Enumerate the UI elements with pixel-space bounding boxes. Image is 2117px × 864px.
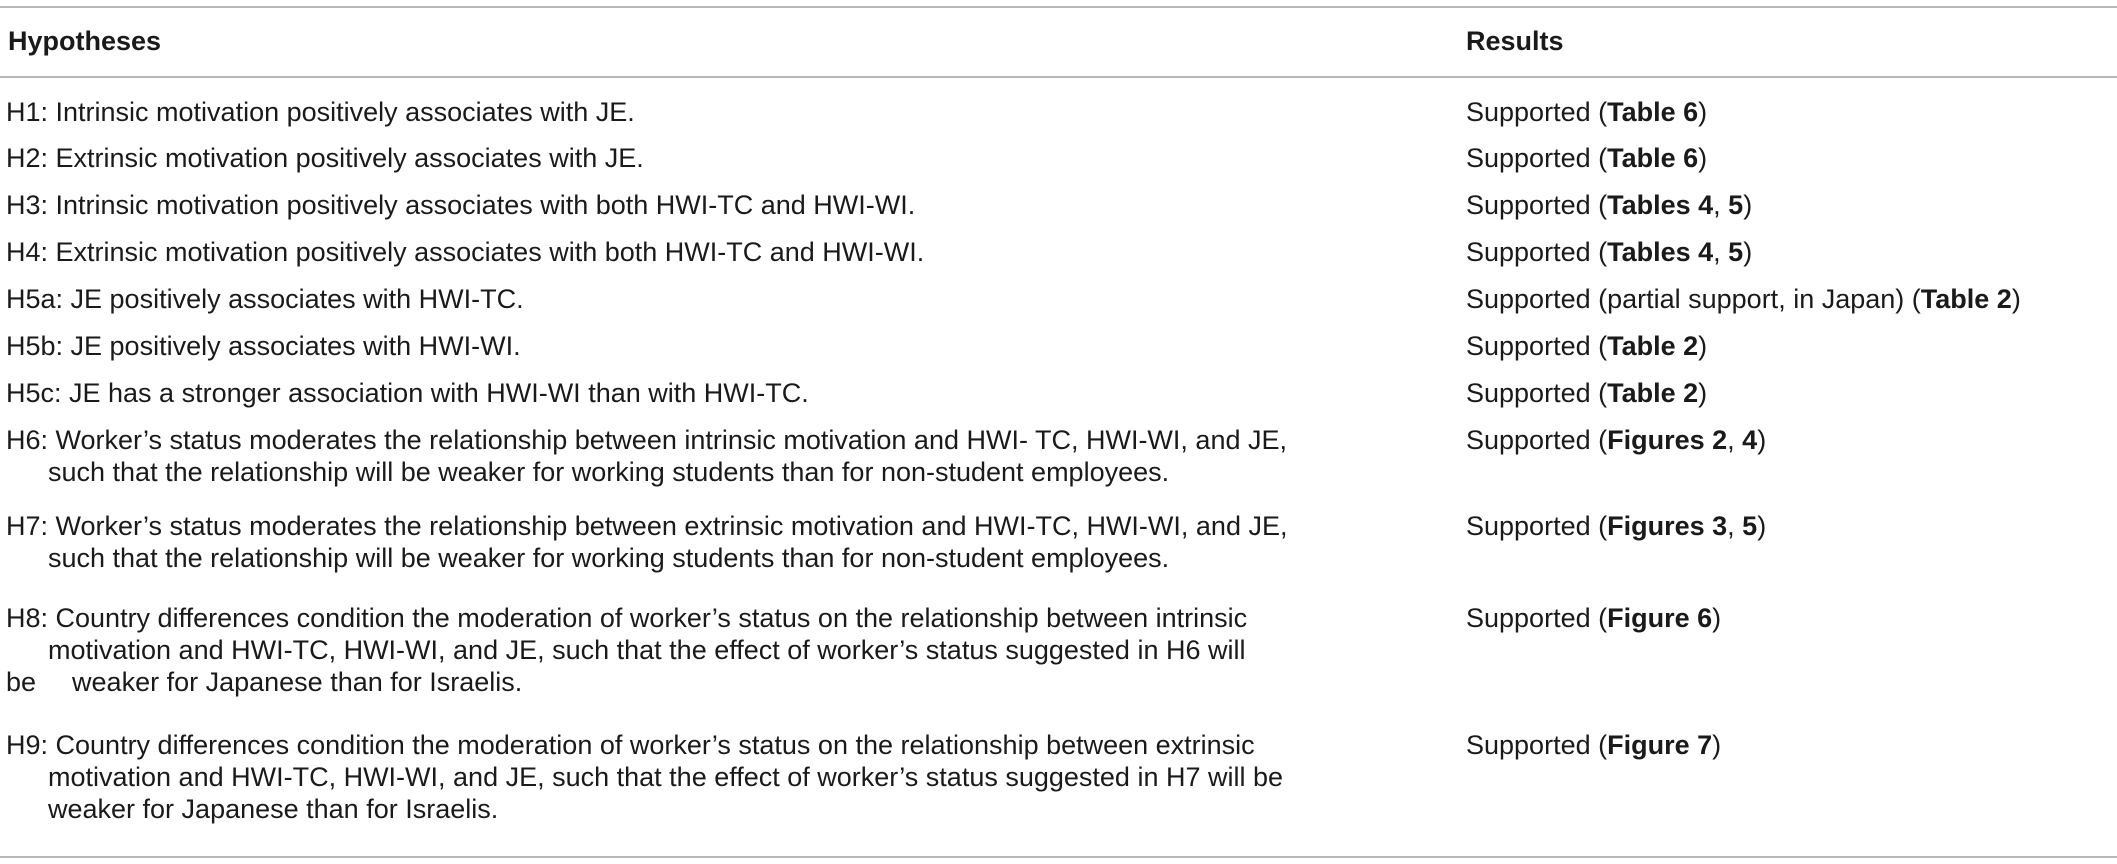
result-ref: 4 [1742,425,1758,455]
result-ref: 5 [1728,190,1744,220]
table-header-rule [0,76,2117,78]
result-prefix: Supported (partial support, in Japan) ( [1466,284,1921,314]
result-suffix: ) [1757,425,1767,455]
hypothesis-text: H4: Extrinsic motivation positively associates with both HWI-TC and HWI-WI. [6,237,925,267]
hypothesis-text: H8: Country differences condition the moderation of worker’s status on the relationship between intrinsic [6,603,1248,633]
result-cell [1466,377,1707,409]
hypothesis-text-continued: such that the relationship will be weaker for working students than for non-student employees. [48,457,1170,487]
hypothesis-text: H3: Intrinsic motivation positively associates with both HWI-TC and HWI-WI. [6,190,916,220]
hypothesis-cell [6,142,1426,174]
result-ref: Figures 3 [1607,511,1728,541]
result-suffix: ) [1698,378,1708,408]
result-cell [1466,424,1766,456]
hypothesis-cell [6,602,1426,698]
result-prefix: Supported ( [1466,730,1608,760]
result-prefix: Supported ( [1466,190,1608,220]
result-suffix: ) [1743,190,1753,220]
hypothesis-text-continued: such that the relationship will be weaker for working students than for non-student employees. [48,543,1170,573]
table-top-rule [0,6,2117,8]
result-suffix: ) [1743,237,1753,267]
table-bottom-rule [0,856,2117,858]
result-suffix: ) [1712,730,1722,760]
result-ref: Figures 2 [1607,425,1728,455]
result-ref: Table 6 [1607,97,1699,127]
result-prefix: Supported ( [1466,378,1608,408]
hypothesis-cell [6,189,1426,221]
result-ref: Table 2 [1607,378,1699,408]
result-prefix: Supported ( [1466,97,1608,127]
hypothesis-text-continued [6,666,1426,698]
hypothesis-text: H9: Country differences condition the moderation of worker’s status on the relationship between extrinsic [6,730,1255,760]
hypothesis-text-continued: motivation and HWI-TC, HWI-WI, and JE, such that the effect of worker’s status suggested in H6 will [48,635,1246,665]
hypothesis-cell [6,510,1426,574]
result-suffix: ) [1698,331,1708,361]
result-ref: Figure 7 [1607,730,1713,760]
hypothesis-cell [6,377,1426,409]
hypothesis-cell [6,424,1426,488]
hypothesis-fragment: be [6,667,37,697]
result-ref: Table 2 [1920,284,2012,314]
result-suffix: ) [1757,511,1767,541]
result-ref: Tables 4 [1607,190,1714,220]
result-ref: 5 [1728,237,1744,267]
result-prefix: Supported ( [1466,603,1608,633]
hypothesis-cell [6,330,1426,362]
hypothesis-text: H5c: JE has a stronger association with HWI-WI than with HWI-TC. [6,378,809,408]
hypothesis-text: H6: Worker’s status moderates the relationship between intrinsic motivation and HWI- TC, HWI-WI, and JE, [6,425,1287,455]
result-cell [1466,96,1707,128]
result-ref: Table 2 [1607,331,1699,361]
hypothesis-text: H5b: JE positively associates with HWI-WI. [6,331,521,361]
result-cell [1466,142,1707,174]
result-suffix: ) [1698,97,1708,127]
hypothesis-text: H7: Worker’s status moderates the relationship between extrinsic motivation and HWI-TC, HWI-WI, and JE, [6,511,1288,541]
result-cell [1466,510,1766,542]
hypothesis-text: H5a: JE positively associates with HWI-TC. [6,284,524,314]
result-sep: , [1727,425,1743,455]
result-ref: 5 [1742,511,1758,541]
result-sep: , [1727,511,1743,541]
result-suffix: ) [1698,143,1708,173]
result-cell [1466,189,1752,221]
result-prefix: Supported ( [1466,331,1608,361]
hypothesis-text: H2: Extrinsic motivation positively associates with JE. [6,143,644,173]
hypothesis-cell [6,283,1426,315]
result-ref: Tables 4 [1607,237,1714,267]
result-prefix: Supported ( [1466,511,1608,541]
hypothesis-text: H1: Intrinsic motivation positively associates with JE. [6,97,635,127]
result-cell [1466,283,2021,315]
hypothesis-cell [6,236,1426,268]
result-prefix: Supported ( [1466,143,1608,173]
result-sep: , [1713,190,1729,220]
result-prefix: Supported ( [1466,425,1608,455]
header-hypotheses: Hypotheses [8,26,162,56]
hypothesis-cell [6,729,1426,825]
hypothesis-text-continued: motivation and HWI-TC, HWI-WI, and JE, such that the effect of worker’s status suggested in H7 will be [48,762,1283,792]
result-ref: Table 6 [1607,143,1699,173]
result-prefix: Supported ( [1466,237,1608,267]
hypothesis-fragment: weaker for Japanese than for Israelis. [72,667,523,697]
hypothesis-cell [6,96,1426,128]
result-suffix: ) [2011,284,2021,314]
hypothesis-text-continued: weaker for Japanese than for Israelis. [48,794,499,824]
result-sep: , [1713,237,1729,267]
header-results: Results [1466,26,1564,56]
result-ref: Figure 6 [1607,603,1713,633]
result-cell [1466,729,1721,761]
result-cell [1466,602,1721,634]
result-cell [1466,236,1752,268]
result-suffix: ) [1712,603,1722,633]
result-cell [1466,330,1707,362]
